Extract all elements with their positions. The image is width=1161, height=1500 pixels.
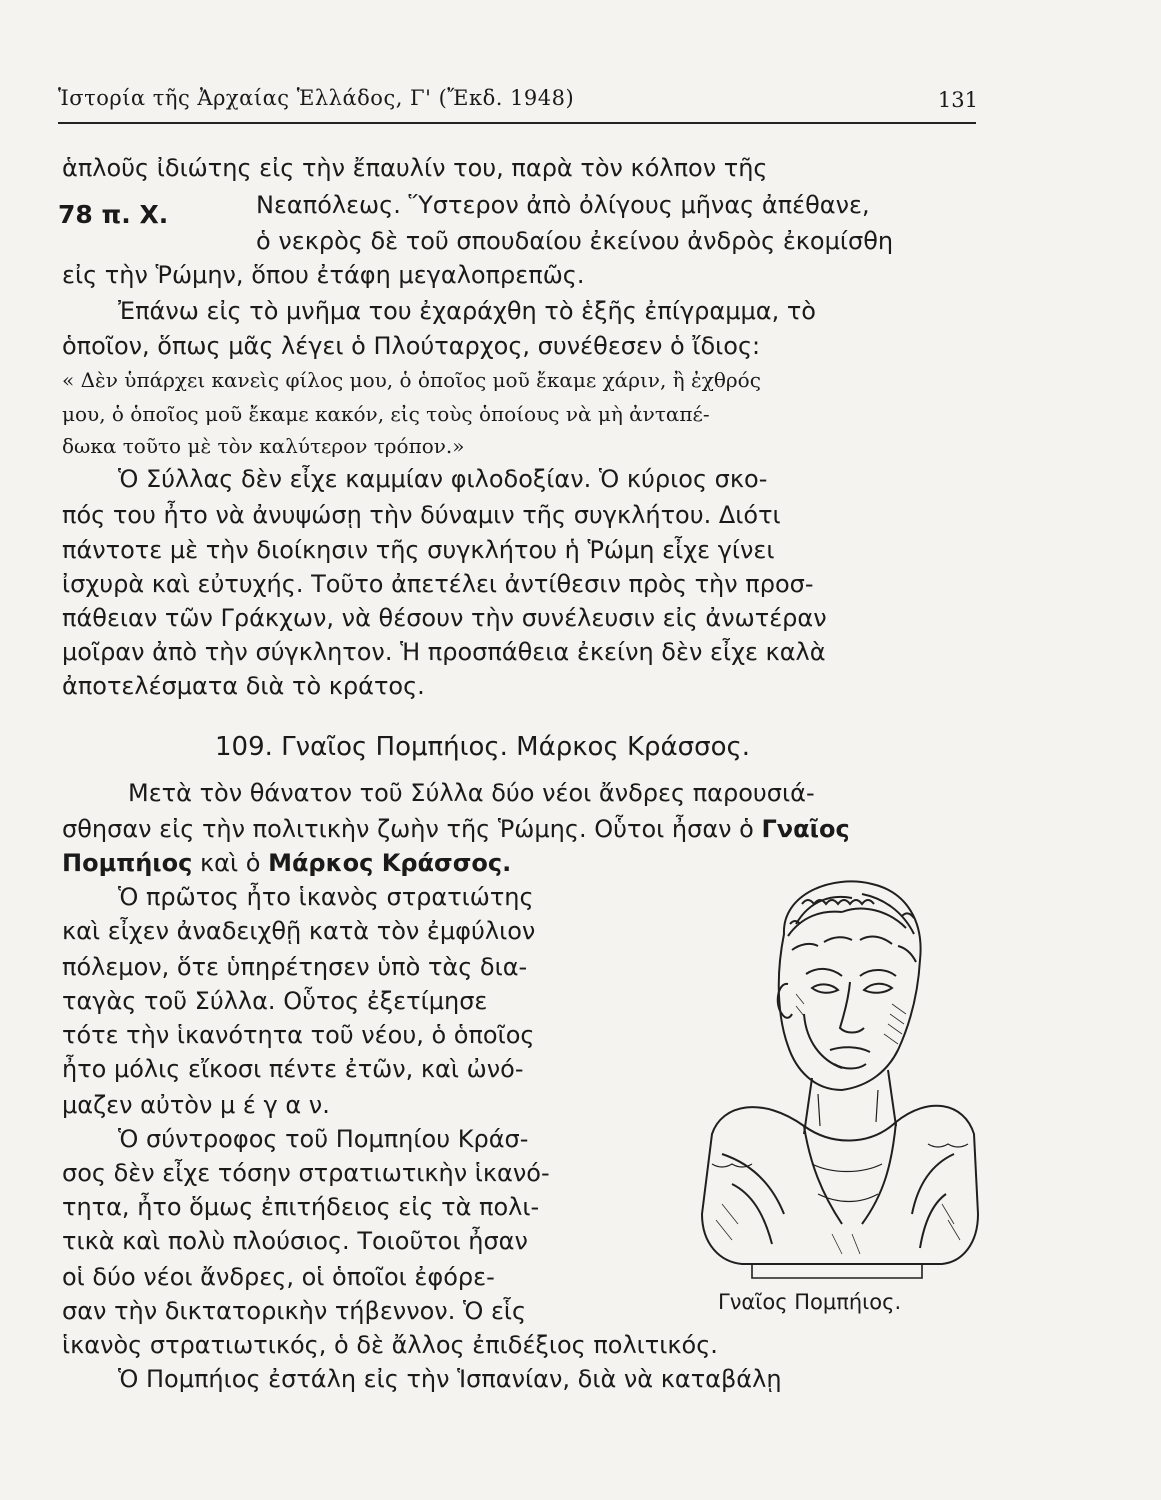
text-line: σαν τὴν δικτατορικὴν τήβεννον. Ὁ εἷς [62, 1297, 527, 1325]
text-line: τικὰ καὶ πολὺ πλούσιος. Τοιοῦτοι ἦσαν [62, 1227, 528, 1255]
pompey-bust-illustration [692, 864, 982, 1284]
quote-line: δωκα τοῦτο μὲ τὸν καλύτερον τρόπον.» [62, 434, 465, 458]
text-line: τότε τὴν ἱκανότητα τοῦ νέου, ὁ ὁποῖος [62, 1021, 535, 1049]
text-line: Ἐπάνω εἰς τὸ μνῆμα του ἐχαράχθη τὸ ἑξῆς ἐπίγραμμα, τὸ [118, 297, 816, 325]
text-line [62, 848, 511, 878]
text-line [62, 814, 850, 844]
text-line: ἦτο μόλις εἴκοσι πέντε ἐτῶν, καὶ ὠνό- [62, 1055, 524, 1083]
bold-name: Γναῖος [761, 815, 850, 843]
bold-name: Πομπήιος [62, 849, 193, 877]
header-rule [58, 122, 976, 124]
text-line: τητα, ἦτο ὅμως ἐπιτήδειος εἰς τὰ πολι- [62, 1193, 540, 1221]
text-line: πόλεμον, ὅτε ὑπηρέτησεν ὑπὸ τὰς δια- [62, 953, 528, 981]
text-line: ὁ νεκρὸς δὲ τοῦ σπουδαίου ἐκείνου ἀνδρὸς ἐκομίσθη [256, 227, 894, 255]
text-line: Ὁ πρῶτος ἦτο ἱκανὸς στρατιώτης [118, 883, 534, 911]
text-line: Ὁ Πομπήιος ἐστάλη εἰς τὴν Ἱσπανίαν, διὰ νὰ καταβάλῃ [118, 1365, 782, 1393]
quote-line: « Δὲν ὑπάρχει κανεὶς φίλος μου, ὁ ὁποῖος μοῦ ἔκαμε χάριν, ἢ ἐχθρός [62, 368, 761, 392]
section-heading: 109. Γναῖος Πομπήιος. Μάρκος Κράσσος. [215, 732, 751, 762]
bold-name: Μάρκος Κράσσος. [268, 849, 512, 877]
figure-caption: Γναῖος Πομπήιος. [718, 1290, 902, 1314]
text-line: Ὁ σύντροφος τοῦ Πομπηίου Κράσ- [118, 1125, 529, 1153]
text-line: ταγὰς τοῦ Σύλλα. Οὗτος ἐξετίμησε [62, 987, 488, 1015]
text-line: πάντοτε μὲ τὴν διοίκησιν τῆς συγκλήτου ἡ Ῥώμη εἶχε γίνει [62, 536, 775, 564]
text-line: ὁποῖον, ὅπως μᾶς λέγει ὁ Πλούταρχος, συνέθεσεν ὁ ἴδιος: [62, 332, 761, 360]
text-line: μοῖραν ἀπὸ τὴν σύγκλητον. Ἡ προσπάθεια ἐκείνη δὲν εἶχε καλὰ [62, 638, 826, 666]
text-line: σος δὲν εἶχε τόσην στρατιωτικὴν ἱκανό- [62, 1159, 550, 1187]
text-line: ἱκανὸς στρατιωτικός, ὁ δὲ ἄλλος ἐπιδέξιος πολιτικός. [62, 1331, 718, 1359]
text-line: πάθειαν τῶν Γράκχων, νὰ θέσουν τὴν συνέλευσιν εἰς ἀνωτέραν [62, 604, 827, 632]
text-line: ἀποτελέσματα διὰ τὸ κράτος. [62, 672, 425, 700]
page-number: 131 [937, 88, 978, 112]
text-line: Ὁ Σύλλας δὲν εἶχε καμμίαν φιλοδοξίαν. Ὁ κύριος σκο- [118, 465, 768, 493]
text-line: πός του ἦτο νὰ ἀνυψώσῃ τὴν δύναμιν τῆς συγκλήτου. Διότι [62, 501, 781, 529]
text-line: ἰσχυρὰ καὶ εὐτυχής. Τοῦτο ἀπετέλει ἀντίθεσιν πρὸς τὴν προσ- [62, 570, 814, 598]
text-line: Μετὰ τὸν θάνατον τοῦ Σύλλα δύο νέοι ἄνδρες παρουσιά- [128, 779, 815, 807]
text-line: εἰς τὴν Ῥώμην, ὅπου ἐτάφη μεγαλοπρεπῶς. [62, 261, 585, 289]
header-title: Ἱστορία τῆς Ἀρχαίας Ἑλλάδος, Γ' (Ἔκδ. 1948) [58, 86, 575, 110]
margin-date: 78 π. Χ. [58, 200, 169, 229]
text-line: οἱ δύο νέοι ἄνδρες, οἱ ὁποῖοι ἐφόρε- [62, 1263, 495, 1291]
quote-line: μου, ὁ ὁποῖος μοῦ ἔκαμε κακόν, εἰς τοὺς ὁποίους νὰ μὴ ἀνταπέ- [62, 402, 710, 426]
text-span: σθησαν εἰς τὴν πολιτικὴν ζωὴν τῆς Ῥώμης. Οὗτοι ἦσαν ὁ [62, 815, 754, 843]
text-line: μαζεν αὐτὸν μ έ γ α ν. [62, 1091, 330, 1119]
text-line: Νεαπόλεως. Ὕστερον ἀπὸ ὀλίγους μῆνας ἀπέθανε, [256, 191, 870, 219]
text-line: καὶ εἶχεν ἀναδειχθῇ κατὰ τὸν ἐμφύλιον [62, 917, 536, 945]
text-line: ἁπλοῦς ἰδιώτης εἰς τὴν ἔπαυλίν του, παρὰ τὸν κόλπον τῆς [62, 154, 768, 182]
running-header [58, 86, 978, 116]
text-span: καὶ ὁ [200, 849, 261, 877]
